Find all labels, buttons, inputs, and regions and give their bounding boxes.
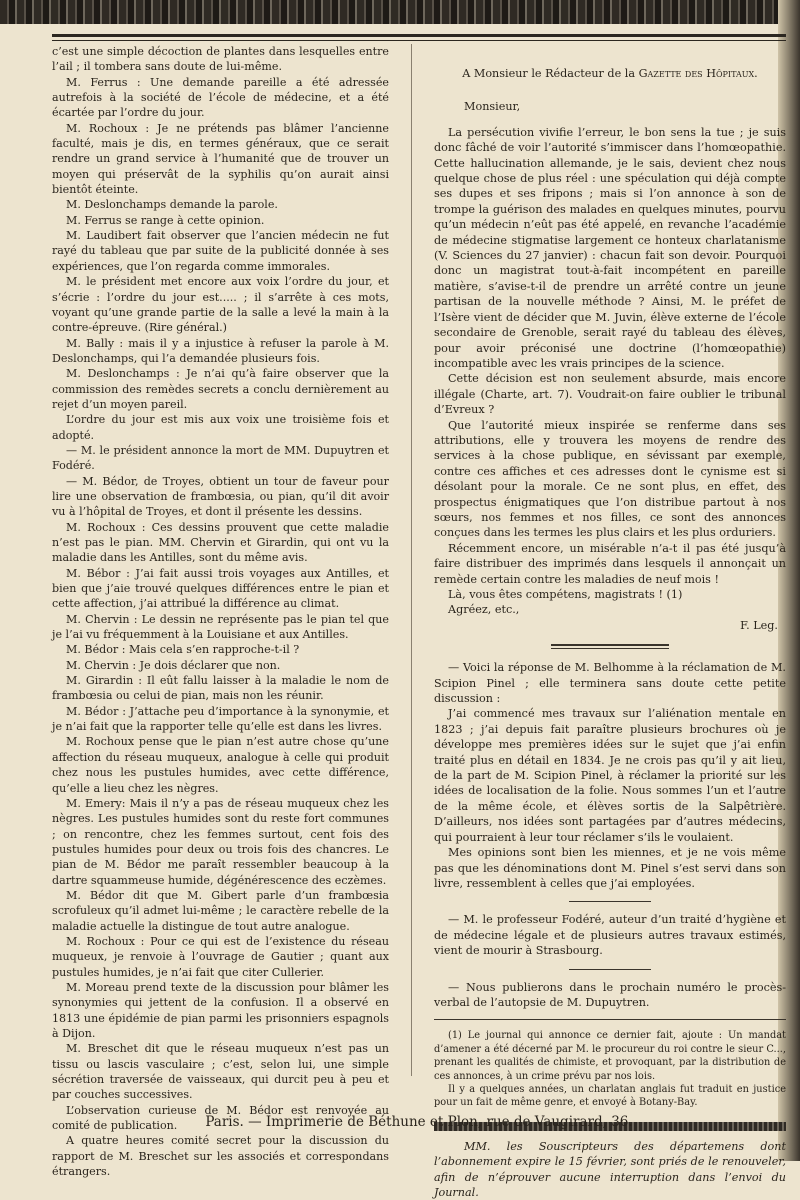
paragraph: M. Deslonchamps : Je n’ai qu’à faire observer que la commission des remèdes secrets a conclu dernièrement au rejet d’un moyen pareil. [52, 367, 389, 411]
paragraph: M. Bébor : J’ai fait aussi trois voyages aux Antilles, et bien que j’aie trouvé quelques différences entre le pian et cette affection, j’ai attribué la différence au climat. [52, 566, 389, 611]
paragraph: — Voici la réponse de M. Belhomme à la réclamation de M. Scipion Pinel ; elle terminera sans doute cette petite discussion : [434, 661, 786, 706]
right-column [434, 44, 786, 1200]
paragraph: M. Deslonchamps demande la parole. [66, 198, 278, 212]
paragraph: — M. le président annonce la mort de MM. Dupuytren et Fodéré. [52, 443, 389, 473]
section-separator [569, 969, 651, 970]
paragraph: — M. le professeur Fodéré, auteur d’un traité d’hygiène et de médecine légale et de plusieurs autres travaux estimés, vient de mourir à Strasbourg. [434, 913, 786, 958]
paragraph: Mes opinions sont bien les miennes, et je ne vois même pas que les dénominations dont M. Pinel s’est servi dans son livre, ressemblent à celles que j’ai employées. [434, 846, 786, 890]
letter-heading-prefix: A Monsieur le Rédacteur de la [462, 67, 636, 80]
journal-name: Gazette des Hôpitaux. [638, 67, 758, 80]
header-rule [52, 34, 786, 37]
paragraph: Agréez, etc., [448, 603, 520, 617]
paragraph: M. Bédor : J’attache peu d’importance à la synonymie, et je n’ai fait que la rapporter telle qu’elle est dans les livres. [52, 704, 389, 734]
paragraph: M. Rochoux : Ces dessins prouvent que cette maladie n’est pas le pian. MM. Chervin et Girardin, qui ont vu la maladie dans les Antilles, sont du même avis. [52, 520, 389, 565]
paragraph: Là, vous êtes compétens, magistrats ! (1) [448, 588, 683, 601]
paragraph: M. Rochoux : Je ne prétends pas blâmer l’ancienne faculté, mais je dis, en termes généraux, que ce serait rendre un grand service à l’humanité que de trouver un moyen qui préservât de la syphilis qu’on aurait ainsi bientôt éteinte. [52, 121, 389, 197]
paragraph: La persécution vivifie l’erreur, le bon sens la tue ; je suis donc fâché de voir l’autorité s’immiscer dans l’homœopathie. Cette hallucination allemande, je le sais, devient chez nous quelque chose de plus réel : une spéculation qui déjà compte ses dupes et ses fripons ; mais si l’on annonce à son de trompe la guérison des malades en quelques minutes, pourvu qu’un médecin n’eût pas été appelé, en revanche l’académie de médecine stigmatise largement ce honteux charlatanisme (V. Sciences du 27 janvier) : chacun fait son devoir. Pourquoi donc un magistrat tout-à-fait incompétent en pareille matière, s’avise-t-il de prendre un arrêté contre un jeune partisan de la nouvelle méthode ? Ainsi, M. le préfet de l’Isère vient de décider que M. Juvin, élève externe de l’école secondaire de Grenoble, serait rayé du tableau des élèves, pour avoir préconisé une doctrine (l’homœopathie) incompatible avec les vrais principes de la science. [434, 125, 786, 370]
paragraph: M. Emery: Mais il n’y a pas de réseau muqueux chez les nègres. Les pustules humides sont du reste fort communes ; on rencontre, chez les femmes surtout, cent fois des pustules humides pour deux ou trois fois des chancres. Le pian de M. Bédor me paraît ressembler beaucoup à la dartre squammeuse humide, dégénérescence des eczèmes. [52, 796, 389, 887]
paragraph: M. Bédor dit que M. Gibert parle d’un frambœsia scrofuleux qu’il admet lui-même ; le caractère rebelle de la maladie actuelle la distingue de tout autre analogue. [52, 888, 389, 933]
salutation: Monsieur, [464, 100, 521, 114]
paragraph: M. Rochoux pense que le pian n’est autre chose qu’une affection du réseau muqueux, analogue à celle qui produit chez nous les pustules humides, avec cette différence, qu’elle a lieu chez les nègres. [52, 735, 389, 795]
paragraph: Cette décision est non seulement absurde, mais encore illégale (Charte, art. 7). Voudrait-on faire oublier le tribunal d’Evreux ? [434, 372, 786, 417]
footnote-rule [434, 1019, 786, 1020]
header-rule-thin [52, 40, 786, 41]
paragraph: M. Chervin : Je dois déclarer que non. [66, 658, 281, 672]
paragraph: M. Moreau prend texte de la discussion pour blâmer les synonymies qui jettent de la confusion. Il a observé en 1813 une épidémie de pian parmi les prisonniers espagnols à Dijon. [52, 980, 389, 1040]
paragraph: M. le président met encore aux voix l’ordre du jour, et s’écrie : l’ordre du jour est..... ; il s’arrête à ces mots, voyant qu’une grande partie de la salle a levé la main à la contre-épreuve. (Rire général.) [52, 275, 389, 335]
section-separator [569, 901, 651, 902]
paragraph: c’est une simple décoction de plantes dans lesquelles entre l’ail ; il tombera sans doute de lui-même. [52, 45, 389, 74]
letter-heading [434, 66, 786, 81]
paragraph: M. Ferrus se range à cette opinion. [66, 213, 265, 227]
paragraph: M. Laudibert fait observer que l’ancien médecin ne fut rayé du tableau que par suite de la publicité donnée à ses expériences, que l’on regarda comme immorales. [52, 229, 389, 273]
paragraph: M. Girardin : Il eût fallu laisser à la maladie le nom de frambœsia ou celui de pian, mais non les réunir. [52, 674, 389, 703]
footnote [434, 1029, 786, 1109]
paragraph: M. Chervin : Le dessin ne représente pas le pian tel que je l’ai vu fréquemment à la Louisiane et aux Antilles. [52, 612, 389, 642]
paragraph: M. Breschet dit que le réseau muqueux n’est pas un tissu ou lascis vasculaire ; c’est, selon lui, une simple sécrétion traversée de vaisseaux, qui durcit peu à peu et par couches successives. [52, 1042, 389, 1102]
paragraph: L’ordre du jour est mis aux voix une troisième fois et adopté. [52, 413, 389, 442]
paragraph: — Nous publierons dans le prochain numéro le procès-verbal de l’autopsie de M. Dupuytren. [434, 980, 786, 1009]
paragraph: — M. Bédor, de Troyes, obtient un tour de faveur pour lire une observation de frambœsia, ou pian, qu’il dit avoir vu à l’hôpital de Troyes, et dont il présente les dessins. [52, 474, 389, 519]
paragraph: M. Bédor : Mais cela s’en rapproche-t-il ? [66, 643, 300, 657]
paragraph: M. Ferrus : Une demande pareille a été adressée autrefois à la société de l’école de médecine, et a été écartée par l’ordre du jour. [52, 75, 389, 120]
paragraph: Récemment encore, un misérable n’a-t il pas été jusqu’à faire distribuer des imprimés dans lesquels il annonçait un remède certain contre les maladies de neuf mois ! [434, 541, 786, 586]
paragraph: L’observation curieuse de M. Bédor est renvoyée au comité de publication. [52, 1103, 389, 1133]
paragraph: Que l’autorité mieux inspirée se renferme dans ses attributions, elle y trouvera les moyens de rendre des services à la chose publique, en sévissant par exemple, contre ces affiches et ces adresses dont le cynisme est si désolant pour la morale. Ce ne sont plus, en effet, des prospectus énigmatiques que l’on distribue partout à nos sœurs, nos femmes et nos filles, ce sont des annonces conçues dans les termes les plus clairs et les plus orduriers. [434, 418, 786, 540]
paragraph: J’ai commencé mes travaux sur l’aliénation mentale en 1823 ; j’ai depuis fait paraître plusieurs brochures où je développe mes premières idées sur le sujet que j’ai enfin traité plus en détail en 1834. Je ne crois pas qu’il y ait lieu, de la part de M. Scipion Pinel, à réclamer la priorité sur les idées de localisation de la folie. Nous sommes l’un et l’autre de la même école, et élèves sortis de la Salpêtrière. D’ailleurs, nos idées sont partagées par d’autres médecins, qui pourraient à leur tour réclamer s’ils le voulaient. [434, 707, 786, 844]
signature: F. Leg. [740, 618, 778, 632]
subscribers-notice: MM. les Souscripteurs des départemens dont l’abonnement expire le 15 février, sont priés de le renouveler, afin de n’éprouver aucune interruption dans l’envoi du Journal. [434, 1139, 786, 1199]
imprint-footer: Paris. — Imprimerie de Béthune et Plon, rue de Vaugirard, 36. [205, 1114, 633, 1130]
left-column [52, 44, 389, 1179]
section-separator [551, 644, 669, 649]
column-divider [411, 44, 412, 1076]
footnote-text: (1) Le journal qui annonce ce dernier fait, ajoute : Un mandat d’amener a été décerné par M. le procureur du roi contre le sieur C..., prenant les qualités de chimiste, et provoquant, par la distribution de ces annonces, à un crime prévu par nos lois. [434, 1030, 786, 1082]
scan-top-border [0, 0, 800, 24]
paragraph: M. Rochoux : Pour ce qui est de l’existence du réseau muqueux, je renvoie à l’ouvrage de Gautier ; quant aux pustules humides, je n’ai fait que citer Cullerier. [52, 934, 389, 979]
paragraph: A quatre heures comité secret pour la discussion du rapport de M. Breschet sur les associés et correspondans étrangers. [52, 1134, 389, 1179]
footnote-text: Il y a quelques années, un charlatan anglais fut traduit en justice pour un fait de même genre, et envoyé à Botany-Bay. [434, 1083, 786, 1109]
paragraph: M. Bally : mais il y a injustice à refuser la parole à M. Deslonchamps, qui l’a demandée plusieurs fois. [52, 336, 389, 365]
